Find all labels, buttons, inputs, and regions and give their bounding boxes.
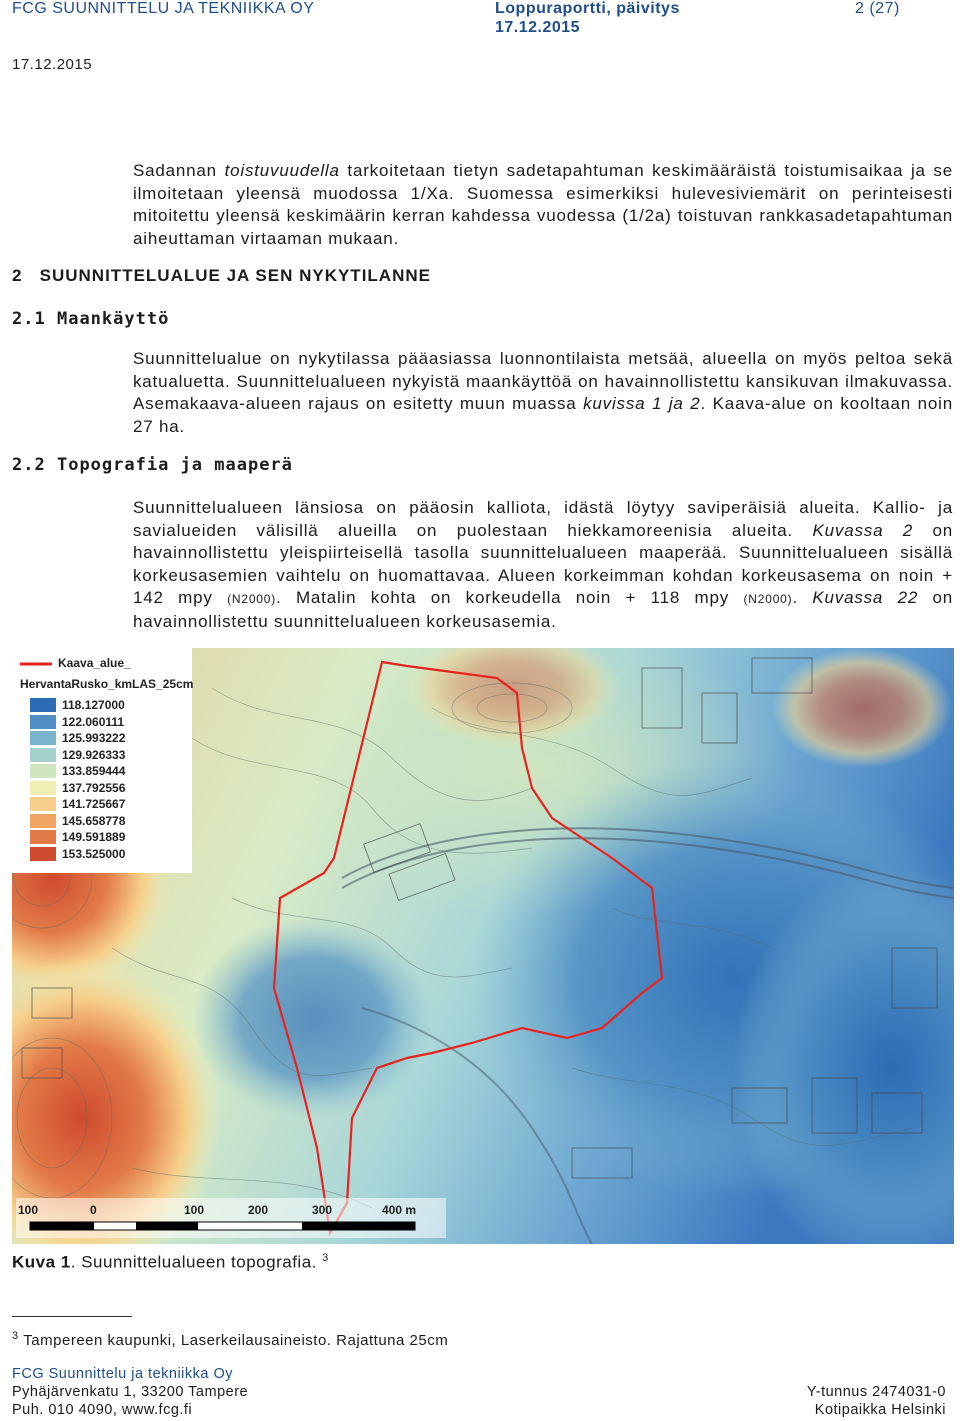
section-2-2-number: 2.2 [12,455,46,475]
intro-paragraph: Sadannan toistuvuudella tarkoitetaan tietyn sadetapahtuman keskimääräistä toistumisaikaa ja se ilmoitetaan yleensä muodossa 1/Xa. Suomessa esimerkiksi hulevesiviemärit on perinteisesti mitoitettu yleensä keskimäärin kerran kahdessa vuodessa (1/2a) toistuvan rankkasadetapahtuman aiheuttaman virtaaman mukaan. [133,161,953,248]
legend-swatch [30,764,56,778]
scale-label-neg100: 100 [18,1203,39,1217]
legend-value: 141.725667 [62,797,126,811]
header-company: FCG SUUNNITTELU JA TEKNIIKKA OY [12,0,315,17]
legend-item [30,715,186,730]
legend-item [30,764,186,779]
section-2-1-title: Maankäyttö [56,309,170,329]
footer-company: FCG Suunnittelu ja tekniikka Oy [12,1366,234,1382]
header-report-date: 17.12.2015 [495,19,581,36]
header-report-title: Loppuraportti, päivitys [495,0,680,17]
section-2-1-number: 2.1 [12,309,46,329]
legend-item [30,748,186,763]
legend-item [30,830,186,845]
legend-swatch [30,781,56,795]
legend-value: 129.926333 [62,747,126,762]
section-2-title: SUUNNITTELUALUE JA SEN NYKYTILANNE [39,266,431,285]
legend-value: 153.525000 [62,846,126,861]
legend-swatch [30,748,56,762]
footer-business-id: Y-tunnus 2474031-0 [806,1384,946,1400]
legend-swatch [30,797,56,811]
scale-label-100: 100 [184,1203,205,1217]
legend-value: 118.127000 [62,698,125,712]
legend-line-label: Kaava_alue_ [58,656,131,670]
legend-value: 133.859444 [62,764,126,778]
legend-item [30,698,186,713]
footer-domicile: Kotipaikka Helsinki [814,1402,946,1418]
header-page-number: 2 (27) [855,0,900,17]
scale-label-0: 0 [90,1203,97,1217]
legend-swatch [30,847,56,861]
header-left-date: 17.12.2015 [12,56,93,73]
legend-swatch [30,698,56,712]
figure-caption: Kuva 1. Suunnittelualueen topografia. $^3$ [12,1252,329,1272]
footer-address: Pyhäjärvenkatu 1, 33200 Tampere [12,1384,249,1400]
legend-item [30,847,186,862]
legend-swatch [30,715,56,729]
legend-swatch [30,731,56,745]
legend-value: 125.993222 [62,731,126,745]
section-2-2-paragraph: Suunnittelualueen länsiosa on pääosin kalliota, idästä löytyy saviperäisiä alueita. Kallio- ja savialueiden välisillä alueilla on puolestaan hiekkamoreenisia alueita. Kuvassa 2 on havainnollistettu yleispiirteisellä tasolla suunnittelualueen maaperää. Suunnittelualueen sisällä korkeusasemien vaihtelu on huomattavaa. Alueen korkeimman kohdan korkeusasema on noin + 142 mpy (N2000). Matalin kohta on korkeudella noin + 118 mpy (N2000). Kuvassa 22 on havainnollistettu suunnittelualueen korkeusasemia. [133,498,954,631]
scale-label-200: 200 [248,1203,269,1217]
scale-bar [16,1198,446,1238]
legend-item [30,731,186,746]
topography-map [12,648,954,1244]
legend-item [30,781,186,796]
footnote-divider [12,1316,132,1317]
legend-item [30,814,186,829]
legend-value: 137.792556 [62,780,126,795]
legend-item [30,797,186,812]
legend-swatch [30,814,56,828]
footnote: $^3$ Tampereen kaupunki, Laserkeilausaineisto. Rajattuna 25cm [12,1330,449,1349]
scale-label-400m: 400 m [382,1203,417,1217]
section-2-1-paragraph: Suunnittelualue on nykytilassa pääasiassa luonnontilaista metsää, alueella on myös peltoa sekä katualuetta. Suunnittelualueen nykyistä maankäyttöä on havainnollistettu kansikuvan ilmakuvassa. Asemakaava-alueen rajaus on esitetty muun muassa kuvissa 1 ja 2. Kaava-alue on kooltaan noin 27 ha. [133,349,953,436]
footer-contact: Puh. 010 4090, www.fcg.fi [12,1402,193,1418]
section-2-1-heading [12,309,169,329]
legend-swatch [30,830,56,844]
legend-value: 145.658778 [62,813,126,828]
legend-value: 149.591889 [62,830,126,844]
section-2-number: 2 [12,266,23,285]
section-2-heading [12,266,431,286]
section-2-2-heading [12,455,293,475]
scale-label-300: 300 [312,1203,333,1217]
legend-value: 122.060111 [62,714,125,729]
legend-layer-title: HervantaRusko_kmLAS_25cm [20,677,194,691]
section-2-2-title: Topografia ja maaperä [56,455,293,475]
